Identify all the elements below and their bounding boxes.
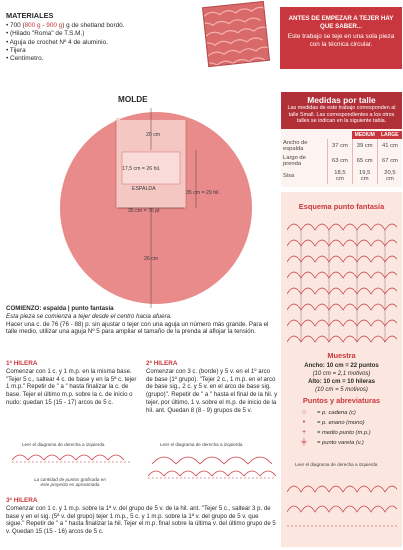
material-yarn: • 700 (800 g - 900 g) g de shetland bordó. xyxy=(6,22,196,30)
molde-title: MOLDE xyxy=(118,95,148,104)
before-start-title: ANTES DE EMPEZAR A TEJER HAY QUE SABER... xyxy=(288,15,394,30)
esquema-diagram xyxy=(287,216,397,346)
material-yarn-brand: • (Hilado "Roma" de T.S.M.) xyxy=(6,30,196,38)
sizes-header-large: LARGE xyxy=(377,131,402,139)
comienzo-section xyxy=(6,305,276,336)
slip-stitch-icon: • xyxy=(302,419,306,426)
row1-diagram xyxy=(12,448,132,476)
materials-title: MATERIALES xyxy=(6,11,54,20)
molde-right-measure: 35 cm = 29 hil. xyxy=(186,190,220,196)
sizes-body: Las medidas de este trabajo corresponden al talle Small. Las correspondientes a los otros talles se indican en la siguiente tabla. xyxy=(287,105,396,125)
hilera-2-title: 2ª HILERA xyxy=(146,360,178,367)
list-item: ╪ = punto vareta (v.) xyxy=(295,438,395,448)
sizes-table xyxy=(281,131,402,184)
molde-back-label: ESPALDA xyxy=(132,186,156,192)
muestra-height: Alto: 10 cm = 10 hileras xyxy=(308,379,375,385)
chain-stitch-icon: ○ xyxy=(301,409,307,416)
material-hook: • Aguja de crochet Nº 4 de aluminio. xyxy=(6,39,196,47)
before-start-box xyxy=(280,7,402,69)
fabric-swatch-photo xyxy=(202,1,270,67)
sizes-title: Medidas por talle xyxy=(307,95,376,105)
muestra-width: Ancho: 10 cm = 22 puntos xyxy=(304,363,379,369)
abbreviations-title: Puntos y abreviaturas xyxy=(302,396,381,405)
esquema-title: Esquema punto fantasía xyxy=(298,202,385,211)
row2-diagram xyxy=(148,448,276,488)
hilera-3-text: Comenzar con 1 c. y 1 m.p. sobre la 1ª v. del grupo de 5 v. de la hil. ant. "Tejer 5 c., saltear 3 p. de base y en el sig. (5ª v. del grupo) tejer 1 m.p., 5 c. y 1 m.p. sobre la 1ª v. del grupo de 5 v. que sigue." Repetir de " a " hasta finalizar la hil. Tejer el m.p. final sobre la última v. del último grupo de 5 v. Quedan 15 (15 - 16) arcos de 5 c. xyxy=(6,504,276,536)
single-crochet-icon: + xyxy=(301,429,307,436)
diagram-direction-label-2: Leer el diagrama de derecha a izquierda xyxy=(160,442,243,447)
right-info-panel xyxy=(281,192,402,547)
list-item: + = medio punto (m.p.) xyxy=(295,428,395,438)
table-row: Largo de prenda 63 cm 65 cm 67 cm xyxy=(281,154,402,169)
muestra-width-motifs: (10 cm = 2,1 motivos) xyxy=(312,371,371,377)
muestra-height-motifs: (10 cm = 5 motivos) xyxy=(315,387,368,393)
material-tape: • Centímetro. xyxy=(6,55,196,63)
sizes-box xyxy=(281,92,402,187)
hilera-2-text: Comenzar con 3 c. (borde) y 5 v. en el 1º arco de base (1º grupo). "Tejer 2 c., 1 m.p. en el arco de base sig., 2 c. y 5 v. en el arco de base sig. (grupo)". Repetir de " a " hasta el final de la hil. y tejer, por último, 1 v. sobre el m.p. de inicio de la hil. ant. Quedan 8 (8 - 9) grupos de 5 v. xyxy=(146,367,278,414)
diagram-note: La cantidad de puntos graficada en este proyecto es aproximada xyxy=(34,477,106,487)
abbreviations-list xyxy=(295,408,395,448)
molde-width-measure: 35 cm = 76 pt xyxy=(128,208,160,214)
row3-diagram xyxy=(287,472,397,532)
diagram-direction-label-3: Leer el diagrama de derecha a izquierda xyxy=(295,462,378,467)
list-item: ○ = p. cadena (c) xyxy=(295,408,395,418)
molde-left-measure: 17,5 cm = 26 hil. xyxy=(122,166,161,172)
double-crochet-icon: ╪ xyxy=(301,439,307,446)
molde-top-measure: 20 cm xyxy=(146,132,161,138)
before-start-body: Este trabajo se teje en una sola pieza con la técnica circular. xyxy=(287,33,395,48)
table-row: Ancho de espalda 37 cm 39 cm 41 cm xyxy=(281,139,402,154)
diagram-direction-label-1: Leer el diagrama de derecha a izquierda xyxy=(22,442,105,447)
materials-list xyxy=(6,12,196,63)
hilera-3-title: 3ª HILERA xyxy=(6,497,38,504)
hilera-1-section xyxy=(6,360,138,407)
table-row: Sisa 18,5 cm 19,5 cm 20,5 cm xyxy=(281,169,402,184)
comienzo-intro: Esta pieza se comienza a tejer desde el centro hacia afuera. xyxy=(6,312,172,320)
material-scissors: • Tijera xyxy=(6,47,196,55)
hilera-3-section xyxy=(6,497,278,536)
hilera-2-section xyxy=(146,360,278,415)
comienzo-text: Hacer una c. de 76 (76 - 88) p. sin ajustar o tejer con una aguja un número más grande. Para el talle medio, utilizar una aguja Nº 5 para ampliar el tamaño de la prenda al aflojar la tensión. xyxy=(6,320,269,336)
hilera-1-title: 1ª HILERA xyxy=(6,360,38,367)
comienzo-title: COMIENZO: espalda | punto fantasía xyxy=(6,305,114,312)
list-item: • = p. enano (mono) xyxy=(295,418,395,428)
muestra-title: Muestra xyxy=(327,351,356,360)
molde-diagram xyxy=(56,108,256,308)
sizes-header-medium: MEDIUM xyxy=(352,131,377,139)
molde-bottom-measure: 26 cm xyxy=(144,256,159,262)
muestra-section xyxy=(281,352,402,394)
hilera-1-text: Comenzar con 1 c. y 1 m.p. en la misma base. "Tejer 5 c., saltear 4 c. de base y en la 5ª c. tejer 1 m.p." Repetir de " a " hasta finalizar la c. de base. Tejer el último m.p. sobre la c. de inicio o nudo: quedan 15 (15 - 17) arcos de 5 c. xyxy=(6,367,137,406)
